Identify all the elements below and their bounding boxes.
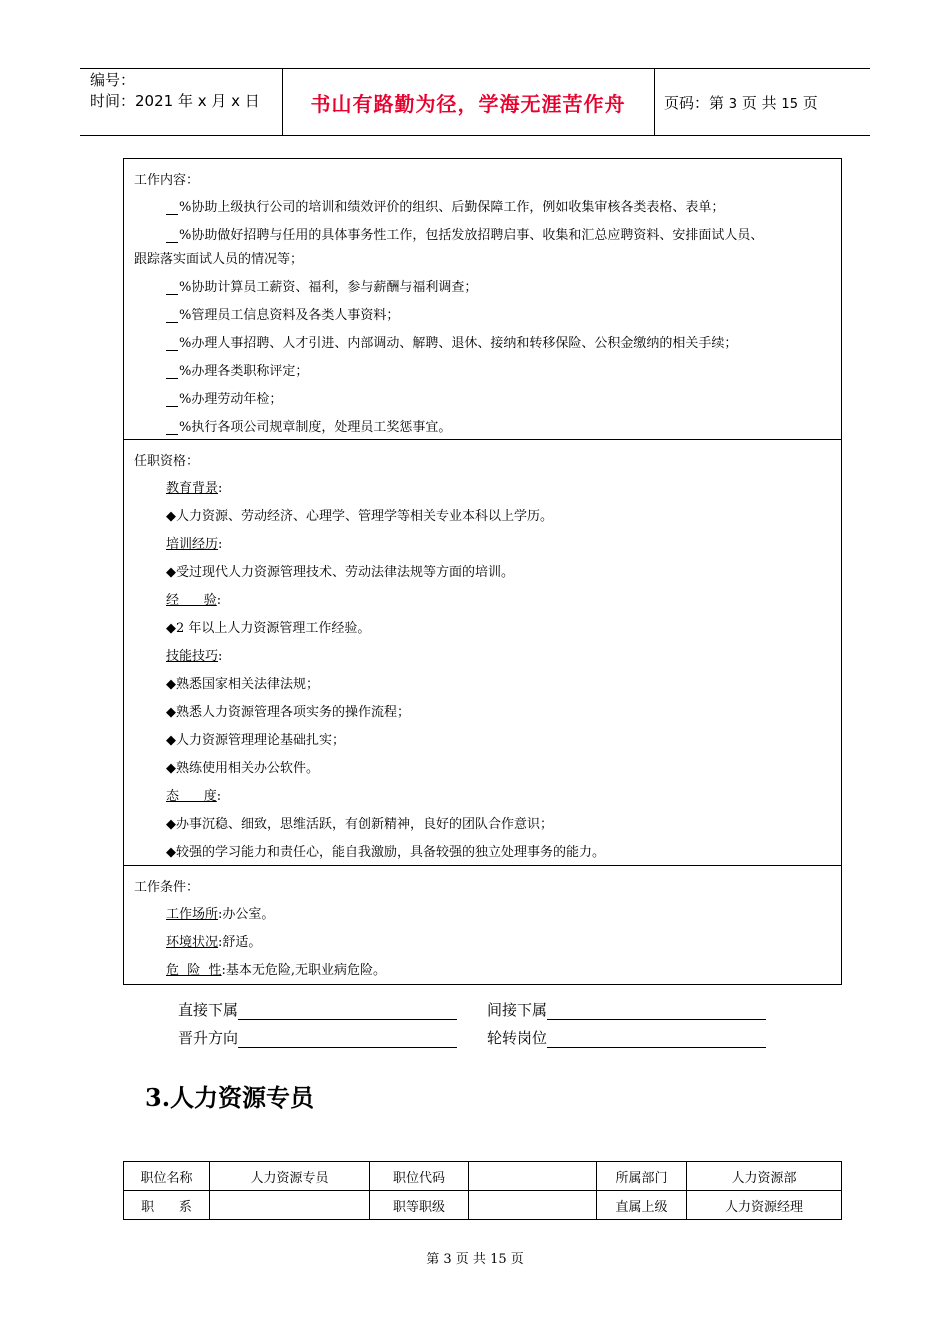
work-item: %办理各类职称评定； <box>166 360 308 379</box>
attitude-item: ◆办事沉稳、细致，思维活跃，有创新精神，良好的团队合作意识； <box>166 817 553 832</box>
qualifications-title: 任职资格： <box>134 454 200 469</box>
conditions-title: 工作条件： <box>134 880 200 895</box>
table-row <box>124 1162 842 1191</box>
skills-item: ◆熟悉人力资源管理各项实务的操作流程； <box>166 705 410 720</box>
table-cell <box>210 1191 370 1220</box>
header-motto: 书山有路勤为径，学海无涯苦作舟 <box>310 92 626 116</box>
table-cell: 所属部门 <box>597 1162 687 1191</box>
table-cell: 人力资源专员 <box>210 1162 370 1191</box>
header-page-suffix: 页 <box>802 94 818 112</box>
skills-item: ◆熟练使用相关办公软件。 <box>166 761 319 776</box>
conditions-section <box>123 865 842 985</box>
footer-mid: 页 共 <box>455 1252 486 1267</box>
training-item: ◆受过现代人力资源管理技术、劳动法律法规等方面的培训。 <box>166 565 514 580</box>
table-row <box>124 1191 842 1220</box>
header-divider <box>654 68 655 136</box>
header-number: 编号： <box>90 71 136 89</box>
footer-suffix: 页 <box>510 1252 524 1267</box>
position-table <box>123 1161 842 1220</box>
work-item: %执行各项公司规章制度，处理员工奖惩事宜。 <box>166 416 451 435</box>
header-page-number <box>664 92 818 113</box>
work-item: %办理劳动年检； <box>166 388 282 407</box>
experience-heading: 经 验: <box>166 593 222 608</box>
work-content-title: 工作内容： <box>134 173 200 188</box>
qualifications-section <box>123 439 842 866</box>
work-item: %协助计算员工薪资、福利，参与薪酬与福利调查； <box>166 276 477 295</box>
header-meta <box>90 70 260 112</box>
work-item: %协助上级执行公司的培训和绩效评价的组织、后勤保障工作，例如收集审核各类表格、表单； <box>166 196 724 215</box>
skills-item: ◆人力资源管理理论基础扎实； <box>166 733 345 748</box>
work-item-continuation: 跟踪落实面试人员的情况等； <box>134 252 304 267</box>
work-item: %办理人事招聘、人才引进、内部调动、解聘、退休、接纳和转移保险、公积金缴纳的相关手续； <box>166 332 737 351</box>
training-heading: 培训经历: <box>166 537 223 552</box>
header-page-prefix: 页码：第 <box>664 94 725 112</box>
table-cell <box>469 1191 597 1220</box>
table-cell: 职位名称 <box>124 1162 210 1191</box>
header-time: 时间：2021 年 x 月 x 日 <box>90 92 260 110</box>
condition-environment: 环境状况:舒适。 <box>166 935 262 950</box>
section-title: 3.人力资源专员 <box>145 1083 315 1112</box>
skills-heading: 技能技巧: <box>166 649 223 664</box>
work-content-section <box>123 158 842 440</box>
table-cell: 职位代码 <box>370 1162 469 1191</box>
header-top-rule <box>80 68 870 69</box>
page-footer <box>0 1248 950 1267</box>
footer-total: 15 <box>490 1252 507 1267</box>
table-cell: 人力资源部 <box>687 1162 842 1191</box>
table-cell: 直属上级 <box>597 1191 687 1220</box>
condition-risk: 危 险 性:基本无危险,无职业病危险。 <box>166 963 387 978</box>
table-cell: 职等职级 <box>370 1191 469 1220</box>
header-page-mid: 页 共 <box>741 94 777 112</box>
education-heading: 教育背景: <box>166 481 223 496</box>
header-page-current: 3 <box>728 97 738 112</box>
table-cell: 职 系 <box>124 1191 210 1220</box>
footer-current: 3 <box>443 1252 452 1267</box>
experience-item: ◆2 年以上人力资源管理工作经验。 <box>166 621 371 636</box>
indirect-subordinate-field: 间接下属 <box>487 999 766 1020</box>
header-bottom-rule <box>80 135 870 136</box>
rotation-field: 轮转岗位 <box>487 1027 766 1048</box>
skills-item: ◆熟悉国家相关法律法规； <box>166 677 319 692</box>
education-item: ◆人力资源、劳动经济、心理学、管理学等相关专业本科以上学历。 <box>166 509 553 524</box>
condition-place: 工作场所:办公室。 <box>166 907 275 922</box>
table-cell <box>469 1162 597 1191</box>
work-item: %管理员工信息资料及各类人事资料； <box>166 304 399 323</box>
promotion-field: 晋升方向 <box>178 1027 457 1048</box>
attitude-heading: 态 度: <box>166 789 222 804</box>
work-item: %协助做好招聘与任用的具体事务性工作，包括发放招聘启事、收集和汇总应聘资料、安排面试人员、 <box>166 224 763 243</box>
direct-subordinate-field: 直接下属 <box>178 999 457 1020</box>
attitude-item: ◆较强的学习能力和责任心，能自我激励，具备较强的独立处理事务的能力。 <box>166 845 605 860</box>
table-cell: 人力资源经理 <box>687 1191 842 1220</box>
footer-prefix: 第 <box>426 1252 440 1267</box>
header-page-total: 15 <box>781 97 798 112</box>
